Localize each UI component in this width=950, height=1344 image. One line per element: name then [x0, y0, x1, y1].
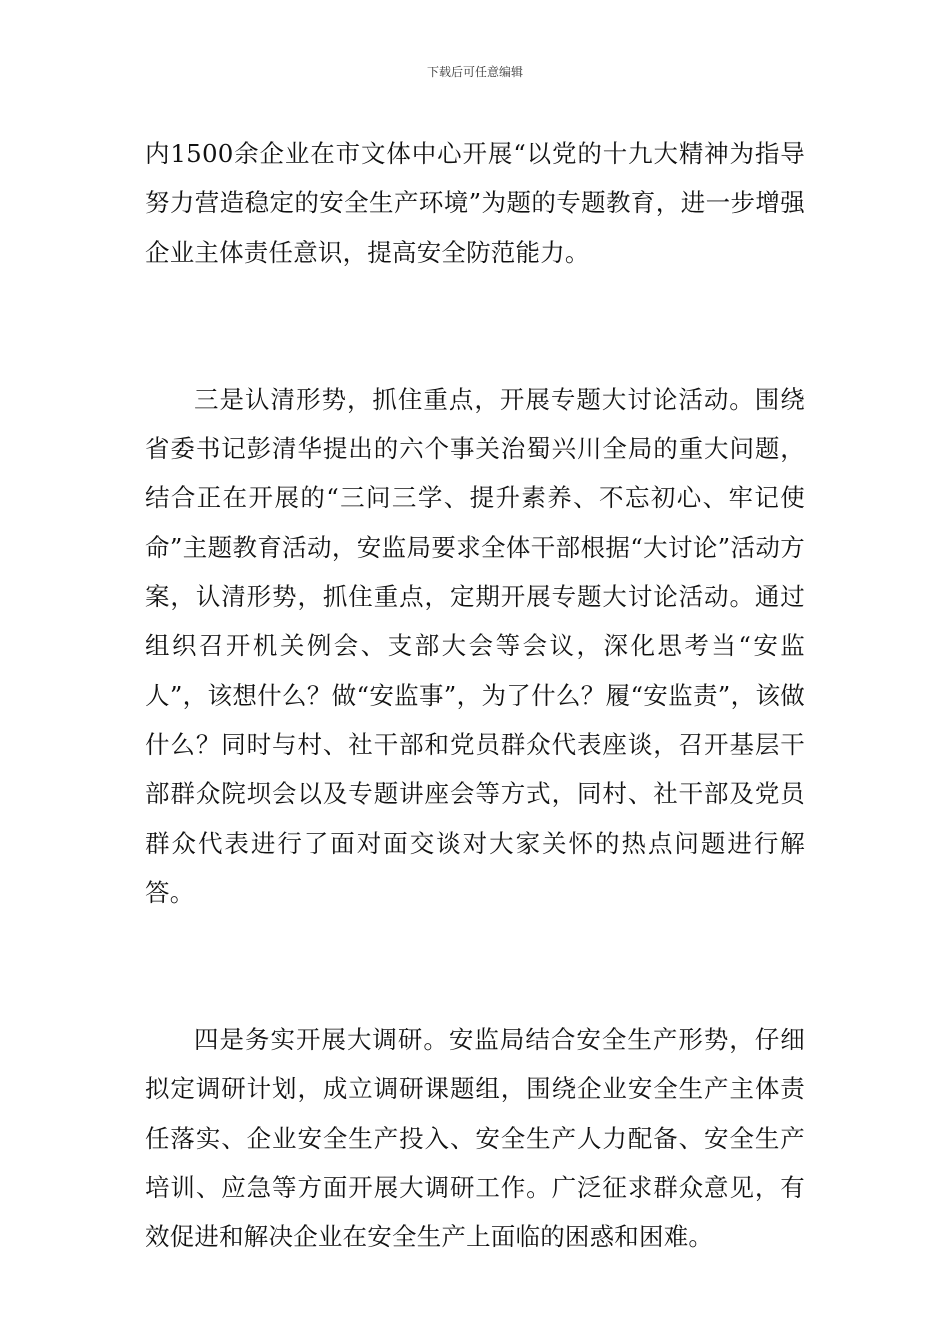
paragraph-spacer — [145, 917, 805, 1015]
paragraph-three: 三是认清形势，抓住重点，开展专题大讨论活动。围绕省委书记彭清华提出的六个事关治蜀兴川全局的重大问题，结合正在开展的“三问三学、提升素养、不忘初心、牢记使命”主题教育活动，安监局要求全体干部根据“大讨论”活动方案，认清形势，抓住重点，定期开展专题大讨论活动。通过组织召开机关例会、支部大会等会议，深化思考当“安监人”，该想什么？做“安监事”，为了什么？履“安监责”，该做什么？同时与村、社干部和党员群众代表座谈，召开基层干部群众院坝会以及专题讲座会等方式，同村、社干部及党员群众代表进行了面对面交谈对大家关怀的热点问题进行解答。 — [145, 384, 805, 907]
page-header: 下载后可任意编辑 — [426, 65, 523, 79]
paragraph-spacer — [145, 277, 805, 375]
paragraph-continued: 内1500余企业在市文体中心开展“以党的十九大精神为指导 努力营造稳定的安全生产环境”为题的专题教育，进一步增强企业主体责任意识，提高安全防范能力。 — [145, 139, 805, 267]
paragraph-four: 四是务实开展大调研。安监局结合安全生产形势，仔细拟定调研计划，成立调研课题组，围绕企业安全生产主体责任落实、企业安全生产投入、安全生产人力配备、安全生产培训、应急等方面开展大调研工作。广泛征求群众意见，有效促进和解决企业在安全生产上面临的困惑和困难。 — [145, 1025, 805, 1252]
document-body — [145, 129, 805, 1262]
